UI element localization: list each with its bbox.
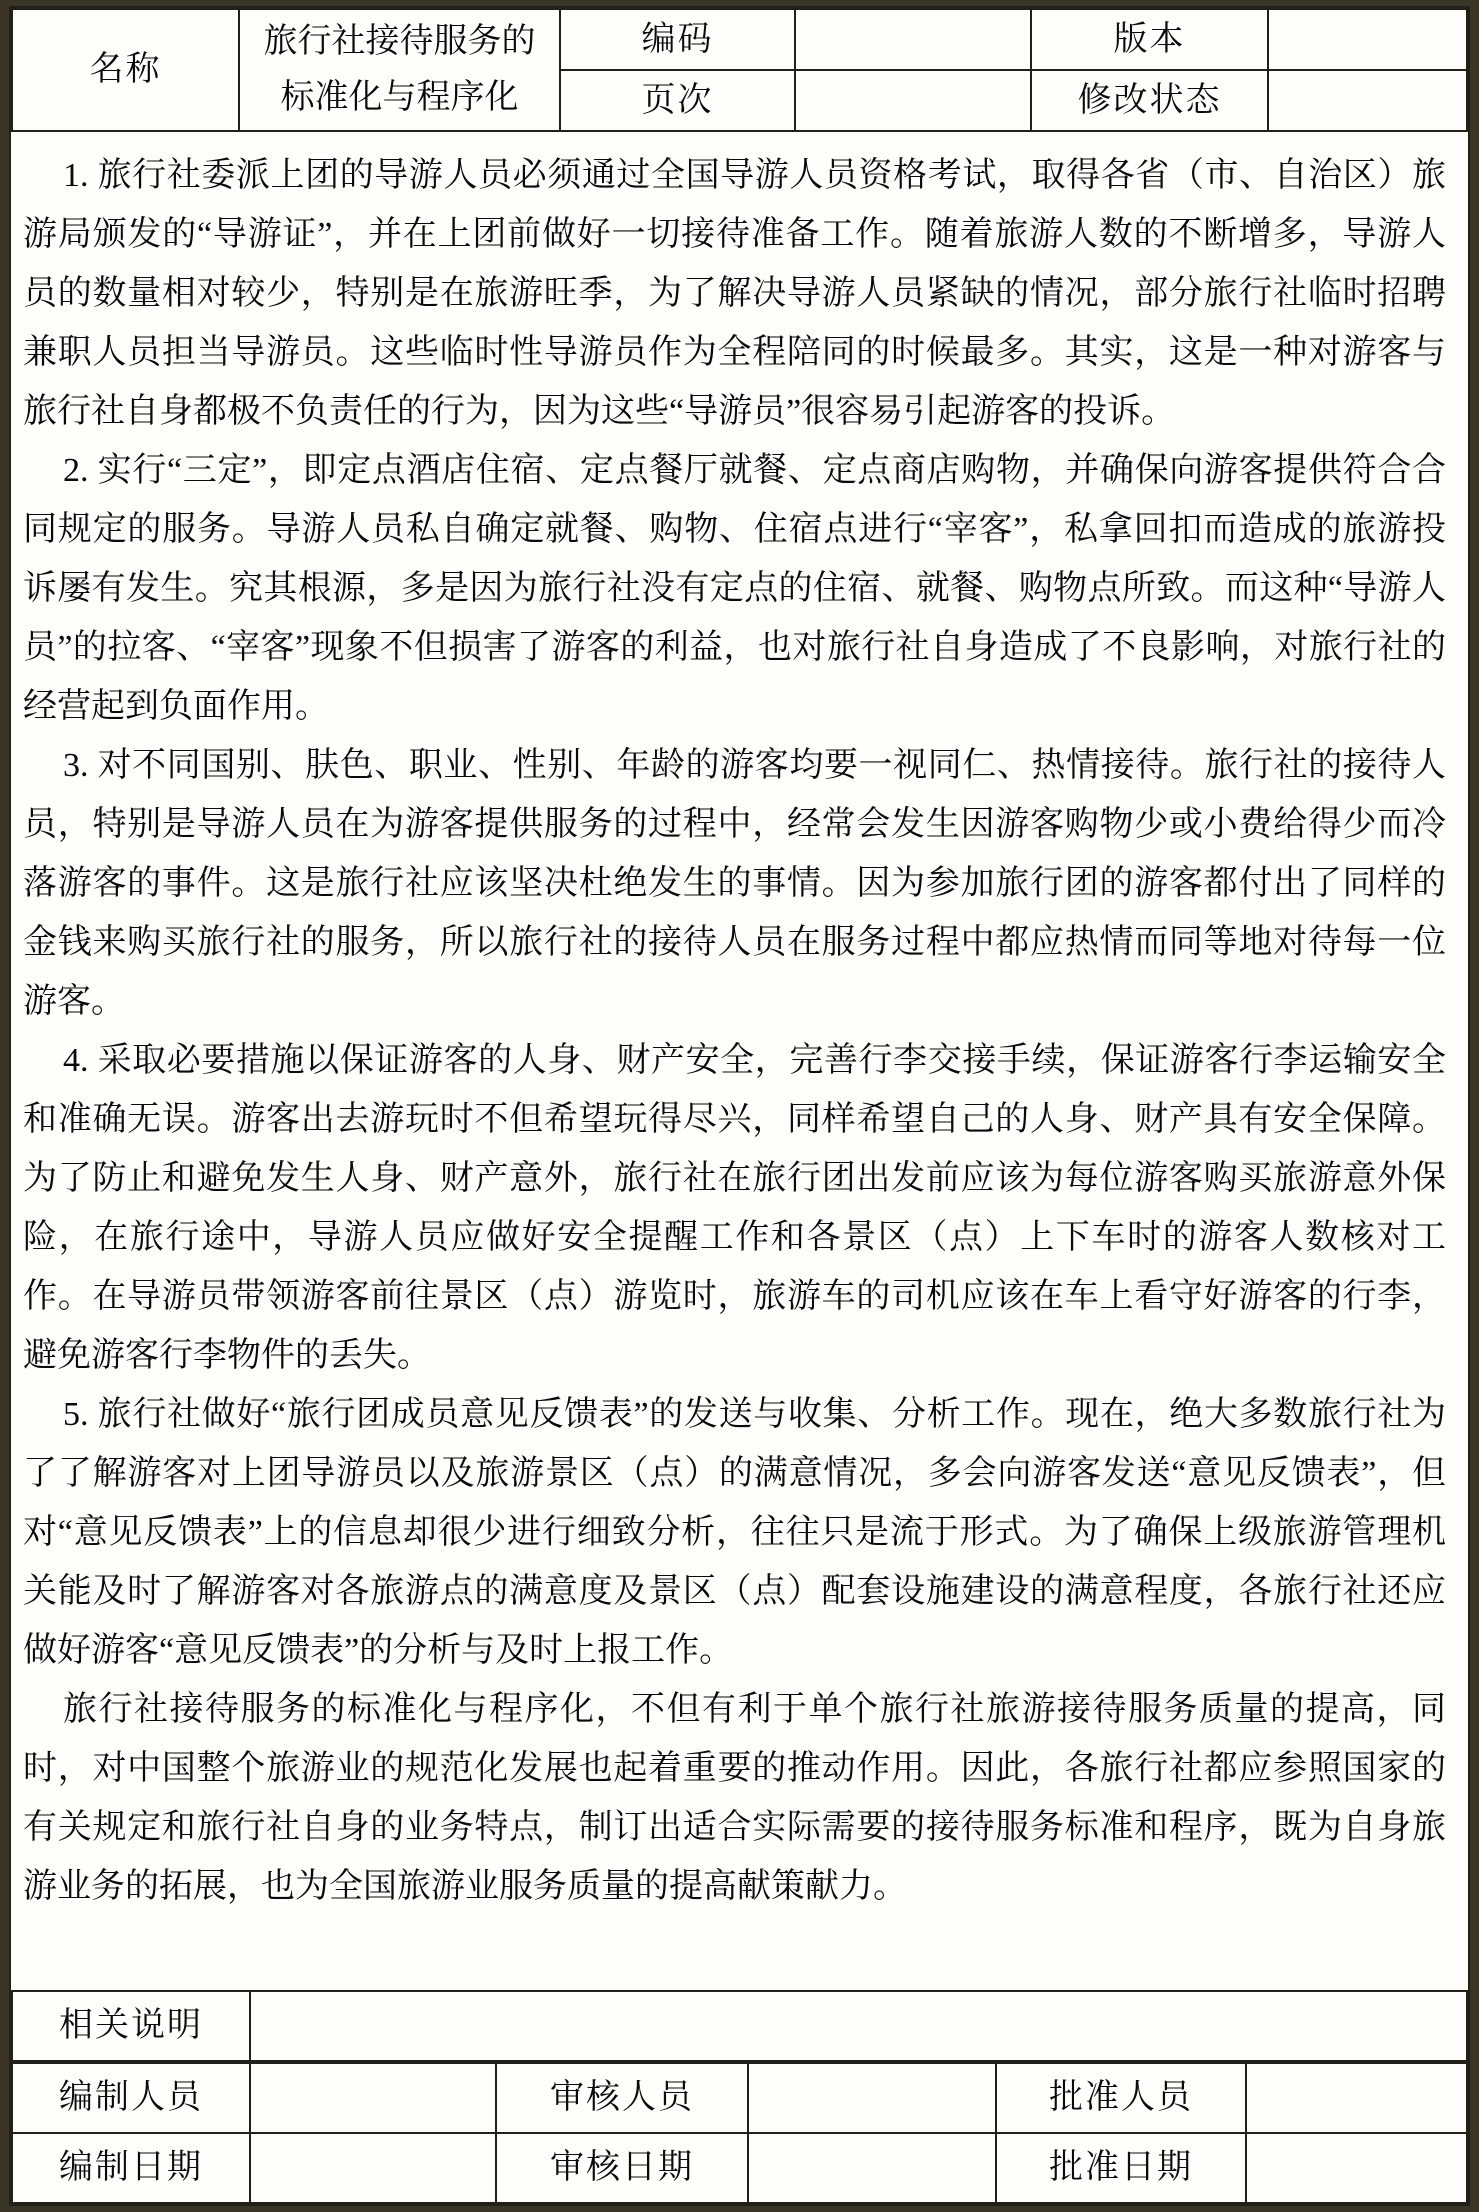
approved-by-label-cell <box>996 2063 1246 2133</box>
approved-date-label-cell <box>996 2133 1246 2203</box>
approval-row-dates <box>12 2133 1467 2203</box>
document-body <box>11 132 1468 1990</box>
reviewed-date-value-cell <box>748 2133 996 2203</box>
approval-row-personnel <box>12 2063 1467 2133</box>
body-paragraph-2: 2. 实行“三定”，即定点酒店住宿、定点餐厅就餐、定点商店购物，并确保向游客提供符合合同规定的服务。导游人员私自确定就餐、购物、住宿点进行“宰客”，私拿回扣而造成的旅游投诉屡有发生。究其根源，多是因为旅行社没有定点的住宿、就餐、购物点所致。而这种“导游人员”的拉客、“宰客”现象不但损害了游客的利益，也对旅行社自身造成了不良影响，对旅行社的经营起到负面作用。 <box>23 452 1446 725</box>
page-value-cell <box>795 70 1031 131</box>
header-table <box>11 8 1468 132</box>
document-title-line2: 标准化与程序化 <box>280 79 519 116</box>
page-label-cell <box>560 70 795 131</box>
reviewed-by-label-cell <box>496 2063 748 2133</box>
approval-table <box>11 2062 1468 2204</box>
body-paragraph-5: 5. 旅行社做好“旅行团成员意见反馈表”的发送与收集、分析工作。现在，绝大多数旅行社为了了解游客对上团导游员以及旅游景区（点）的满意情况，多会向游客发送“意见反馈表”，但对“意见反馈表”上的信息却很少进行细致分析，往往只是流于形式。为了确保上级旅游管理机关能及时了解游客对各旅游点的满意度及景区（点）配套设施建设的满意程度，各旅行社还应做好游客“意见反馈表”的分析与及时上报工作。 <box>23 1396 1446 1669</box>
revision-value-cell <box>1268 70 1467 131</box>
name-label: 名称 <box>89 51 162 89</box>
revision-label-cell <box>1031 70 1268 131</box>
prepared-date-label-cell <box>12 2133 250 2203</box>
version-label: 版本 <box>1113 20 1186 58</box>
body-paragraph-3: 3. 对不同国别、肤色、职业、性别、年龄的游客均要一视同仁、热情接待。旅行社的接待人员，特别是导游人员在为游客提供服务的过程中，经常会发生因游客购物少或小费给得少而冷落游客的事件。这是旅行社应该坚决杜绝发生的事情。因为参加旅行团的游客都付出了同样的金钱来购买旅行社的服务，所以旅行社的接待人员在服务过程中都应热情而同等地对待每一位游客。 <box>23 747 1446 1020</box>
code-label-cell <box>560 9 795 70</box>
approved-date-value-cell <box>1246 2133 1467 2203</box>
reviewed-date-label-cell <box>496 2133 748 2203</box>
document-title-line1: 旅行社接待服务的 <box>263 23 536 60</box>
approved-date-label: 批准日期 <box>1049 2149 1193 2187</box>
notes-table <box>11 1990 1468 2062</box>
prepared-date-value-cell <box>250 2133 496 2203</box>
body-paragraph-1: 1. 旅行社委派上团的导游人员必须通过全国导游人员资格考试，取得各省（市、自治区）旅游局颁发的“导游证”，并在上团前做好一切接待准备工作。随着旅游人数的不断增多，导游人员的数量相对较少，特别是在旅游旺季，为了解决导游人员紧缺的情况，部分旅行社临时招聘兼职人员担当导游员。这些临时性导游员作为全程陪同的时候最多。其实，这是一种对游客与旅行社自身都极不负责任的行为，因为这些“导游员”很容易引起游客的投诉。 <box>23 157 1446 430</box>
version-label-cell <box>1031 9 1268 70</box>
notes-value-cell <box>250 1991 1467 2061</box>
prepared-date-label: 编制日期 <box>59 2149 203 2187</box>
document-sheet <box>9 6 1470 2206</box>
approved-by-value-cell <box>1246 2063 1467 2133</box>
document-title-cell <box>239 9 560 131</box>
prepared-by-label-cell <box>12 2063 250 2133</box>
prepared-by-value-cell <box>250 2063 496 2133</box>
body-paragraph-closing: 旅行社接待服务的标准化与程序化，不但有利于单个旅行社旅游接待服务质量的提高，同时，对中国整个旅游业的规范化发展也起着重要的推动作用。因此，各旅行社都应参照国家的有关规定和旅行社自身的业务特点，制订出适合实际需要的接待服务标准和程序，既为自身旅游业务的拓展，也为全国旅游业服务质量的提高献策献力。 <box>23 1691 1446 1905</box>
reviewed-by-label: 审核人员 <box>550 2079 694 2117</box>
name-label-cell <box>12 9 239 131</box>
reviewed-by-value-cell <box>748 2063 996 2133</box>
notes-label: 相关说明 <box>59 2007 203 2045</box>
code-value-cell <box>795 9 1031 70</box>
revision-label: 修改状态 <box>1077 81 1222 119</box>
approved-by-label: 批准人员 <box>1049 2079 1193 2117</box>
page-label: 页次 <box>641 81 714 119</box>
prepared-by-label: 编制人员 <box>59 2079 203 2117</box>
version-value-cell <box>1268 9 1467 70</box>
reviewed-date-label: 审核日期 <box>550 2149 694 2187</box>
code-label: 编码 <box>641 20 714 58</box>
notes-label-cell <box>12 1991 250 2061</box>
body-paragraph-4: 4. 采取必要措施以保证游客的人身、财产安全，完善行李交接手续，保证游客行李运输安全和准确无误。游客出去游玩时不但希望玩得尽兴，同样希望自己的人身、财产具有安全保障。为了防止和避免发生人身、财产意外，旅行社在旅行团出发前应该为每位游客购买旅游意外保险，在旅行途中，导游人员应做好安全提醒工作和各景区（点）上下车时的游客人数核对工作。在导游员带领游客前往景区（点）游览时，旅游车的司机应该在车上看守好游客的行李，避免游客行李物件的丢失。 <box>23 1042 1446 1374</box>
